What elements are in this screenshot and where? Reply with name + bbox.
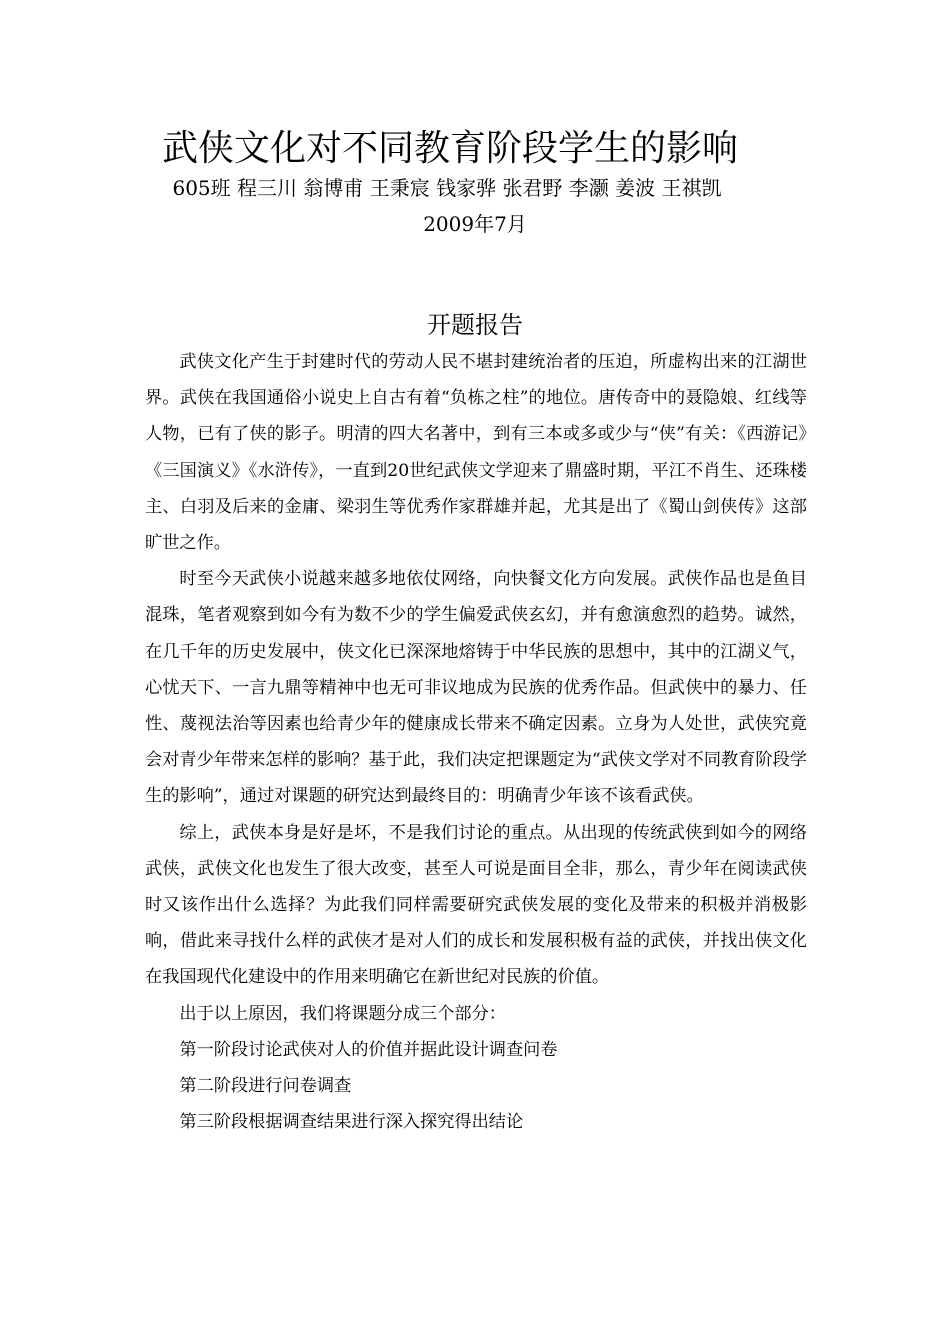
document-date: 2009年7月 <box>423 212 527 236</box>
section-heading: 开题报告 <box>427 311 523 339</box>
document-title: 武侠文化对不同教育阶段学生的影响 <box>161 128 738 169</box>
report-body <box>145 344 807 1140</box>
paragraph-background: 武侠文化产生于封建时代的劳动人民不堪封建统治者的压迫，所虚构出来的江湖世界。武侠在我国通俗小说史上自古有着“负栋之柱”的地位。唐传奇中的聂隐娘、红线等人物，已有了侠的影子。明清的四大名著中，到有三本或多或少与“侠”有关：《西游记》《三国演义》《水浒传》，一直到20世纪武侠文学迎来了鼎盛时期，平江不肖生、还珠楼主、白羽及后来的金庸、梁羽生等优秀作家群雄并起，尤其是出了《蜀山剑侠传》这部旷世之作。 <box>145 352 807 554</box>
paragraph-motivation: 时至今天武侠小说越来越多地依仗网络，向快餐文化方向发展。武侠作品也是鱼目混珠，笔者观察到如今有为数不少的学生偏爱武侠玄幻，并有愈演愈烈的趋势。诚然，在几千年的历史发展中，侠文化已深深地熔铸于中华民族的思想中，其中的江湖义气，心忧天下、一言九鼎等精神中也无可非议地成为民族的优秀作品。但武侠中的暴力、任性、蔑视法治等因素也给青少年的健康成长带来不确定因素。立身为人处世，武侠究竟会对青少年带来怎样的影响？基于此，我们决定把课题定为“武侠文学对不同教育阶段学生的影响”，通过对课题的研究达到最终目的：明确青少年该不该看武侠。 <box>145 569 807 807</box>
plan-stage-two: 第二阶段进行问卷调查 <box>179 1076 352 1097</box>
paragraph-summary: 综上，武侠本身是好是坏，不是我们讨论的重点。从出现的传统武侠到如今的网络武侠，武侠文化也发生了很大改变，甚至人可说是面目全非，那么，青少年在阅读武侠时又该作出什么选择？为此我们同样需要研究武侠发展的变化及带来的积极并消极影响，借此来寻找什么样的武侠才是对人们的成长和发展积极有益的武侠，并找出侠文化在我国现代化建设中的作用来明确它在新世纪对民族的价值。 <box>145 822 807 988</box>
plan-stage-one: 第一阶段讨论武侠对人的价值并据此设计调查问卷 <box>179 1039 558 1060</box>
paragraph-plan-intro: 出于以上原因，我们将课题分成三个部分： <box>179 1003 506 1024</box>
author-line: 605班 程三川 翁博甫 王秉宸 钱家骅 张君野 李灏 姜波 王祺凯 <box>172 176 722 200</box>
plan-stage-three: 第三阶段根据调查结果进行深入探究得出结论 <box>179 1112 524 1133</box>
